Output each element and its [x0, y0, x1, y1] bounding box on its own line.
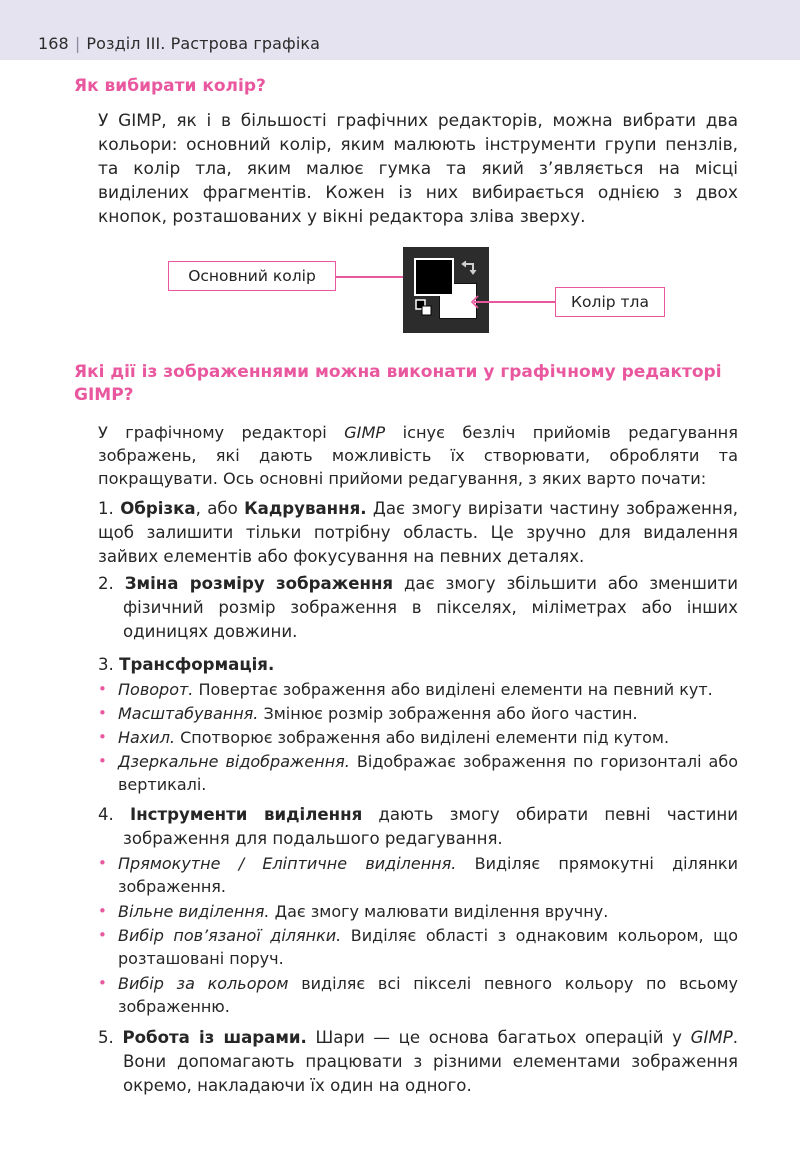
- paragraph-color-intro: У GIMP, як і в більшості графічних редакторів, можна вибрати два кольори: основний колір, яким малюють інструменти групи пензлів, та колір тла, яким малює гумка та який з’являється на місці виділених фрагментів. Кожен із них вибирається однією з двох кнопок, розташованих у вікні редактора зліва зверху.: [98, 111, 738, 227]
- connector-background: [474, 301, 556, 303]
- list-item: • Вибір за кольором виділяє всі пікселі певного кольору по всьому зображенню.: [98, 974, 739, 1016]
- swap-colors-icon[interactable]: [461, 259, 479, 277]
- gimp-color-selector[interactable]: [403, 247, 489, 333]
- bullet-icon: •: [98, 680, 107, 698]
- list-item-crop: 1. Обрізка, або Кадрування. Дає змогу вирізати частину зображення, щоб залишити тільки потрібну область. Це зручно для видалення зайвих елементів або фокусування на певних деталях.: [98, 499, 738, 566]
- list-item: • Нахил. Спотворює зображення або виділені елементи під кутом.: [98, 728, 670, 747]
- list-item: • Дзеркальне відображення. Відображає зображення по горизонталі або вертикалі.: [98, 752, 739, 794]
- bullet-icon: •: [98, 704, 107, 722]
- section-heading-actions: Які дії із зображеннями можна виконати у графічному редакторі GIMP?: [74, 362, 722, 405]
- reset-colors-icon[interactable]: [415, 299, 435, 319]
- bullet-icon: •: [98, 752, 107, 770]
- list-item-selection: 4. Інструменти виділення дають змогу обирати певні частини зображення для подальшого редагування.: [98, 805, 738, 848]
- paragraph-actions-intro: У графічному редакторі GIMP існує безліч прийомів редагування зображень, які дають можливість їх створювати, обробляти та покращувати. Ось основні прийоми редагування, з яких варто почати:: [98, 423, 738, 488]
- list-item-transform: 3. Трансформація.: [98, 655, 275, 674]
- foreground-color-swatch[interactable]: [414, 258, 454, 296]
- list-item: • Масштабування. Змінює розмір зображення або його частин.: [98, 704, 638, 723]
- list-item: • Поворот. Повертає зображення або виділені елементи на певний кут.: [98, 680, 713, 699]
- list-item-resize: 2. Зміна розміру зображення дає змогу збільшити або зменшити фізичний розмір зображення в пікселях, міліметрах або інших одиницях довжини.: [98, 574, 739, 641]
- label-background-color: Колір тла: [555, 287, 665, 317]
- bullet-icon: •: [98, 728, 107, 746]
- running-head: [38, 34, 320, 53]
- header-divider: |: [74, 34, 81, 53]
- bullet-icon: •: [98, 854, 107, 872]
- list-item: • Вільне виділення. Дає змогу малювати виділення вручну.: [98, 902, 609, 921]
- list-item-layers: 5. Робота із шарами. Шари — це основа багатьох операцій у GIMP. Вони допомагають працювати з різними елементами зображення окремо, накладаючи їх один на одного.: [98, 1028, 738, 1095]
- arrowhead-icon: [470, 295, 484, 309]
- bullet-icon: •: [98, 974, 107, 992]
- bullet-icon: •: [98, 902, 107, 920]
- label-foreground-color: Основний колір: [168, 261, 336, 291]
- list-item: • Прямокутне / Еліптичне виділення. Виділяє прямокутні ділянки зображення.: [98, 854, 738, 896]
- page-number: 168: [38, 34, 69, 53]
- chapter-title: Розділ III. Растрова графіка: [86, 34, 321, 53]
- section-heading-color: Як вибирати колір?: [74, 76, 266, 96]
- list-item: • Вибір пов’язаної ділянки. Виділяє області з однаковим кольором, що розташовані поруч.: [98, 926, 738, 968]
- page-header: [0, 0, 800, 60]
- bullet-icon: •: [98, 926, 107, 944]
